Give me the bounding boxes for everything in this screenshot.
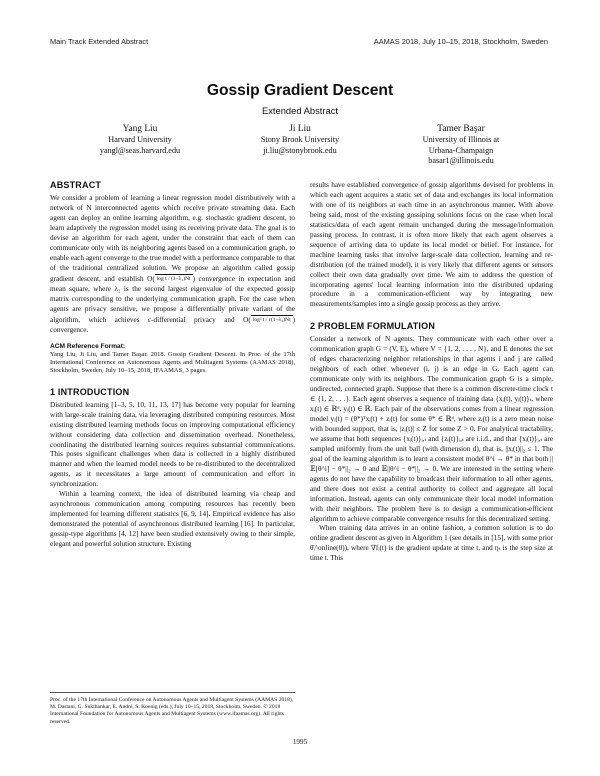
acm-reference-label: ACM Reference Format:	[50, 342, 126, 350]
author-affiliation-2: Urbana-Champaign	[428, 145, 494, 155]
author-affiliation: Harvard University	[108, 135, 172, 145]
author-email: ji.liu@stonybrook.edu	[263, 145, 337, 155]
page-number: 1995	[292, 738, 308, 746]
section-heading-problem-formulation: 2 PROBLEM FORMULATION	[310, 321, 436, 332]
author-block	[75, 124, 205, 156]
section-heading-introduction: 1 INTRODUCTION	[50, 386, 130, 397]
author-name: Yang Liu	[122, 124, 158, 134]
author-name: Ji Liu	[289, 124, 311, 134]
sqrt-expression: log t / (1−λ₂)Nt	[155, 274, 193, 285]
right-column	[310, 181, 553, 564]
paragraph: When training data arrives in an online fashion, a common solution is to do online gradient descent as given in Algorithm 1 (see details in [15], with some prior θ̂ᵢ^online(0)), where ∇fᵢ(t) is the gradient update at time t, and ηₜ is the step size at time t. This	[310, 524, 553, 563]
acm-reference	[50, 343, 295, 376]
paper-subtitle: Extended Abstract	[261, 105, 339, 116]
author-email: basar1@illinois.edu	[428, 156, 494, 166]
abstract-text: We consider a problem of learning a linear regression model distributively with a network of N interconnected agents which receive private streaming data. Each agent can deploy an online learning algorithm, e.g. stochastic gradient descent, to learn adaptively the regression model using its receiving private data. The goal is to devise an algorithm for each agent, under the constraint that each of them can communicate only with its neighboring agents based on a communication graph, to enable each agent converge to the true model with a performance comparable to that of the traditional centralized solution. We propose an algorithm called gossip gradient descent, and establish O( log t / (1−λ₂)Nt ) convergence in expectation and mean square, where λ₂ is the second largest eigenvalue of the expected gossip matrix corresponding to the underlying communication graph. For the case when agents are privacy sensitive, we propose a differentially private variant of the algorithm, which achieves ε-differential privacy and O( log² t / ε(1−λ₂)Nt ) convergence.	[50, 193, 295, 334]
author-affiliation: Stony Brook University	[260, 135, 340, 145]
paper-title: Gossip Gradient Descent	[206, 82, 394, 99]
author-block	[396, 124, 526, 167]
author-name: Tamer Başar	[437, 124, 485, 134]
sqrt-expression: log² t / ε(1−λ₂)Nt	[251, 315, 293, 326]
paragraph: Consider a network of N agents. They communicate with each other over a communication graph G = (V, E), where V = {1, 2, . . . , N}, and E denotes the set of edges characterizing neighbor relationships in that agents i and j are called neighbors of each other whenever (i, j) is an edge in G. Each agent can communicate only with its neighbors. The communication graph G is a simple, undirected, connected graph. Suppose that there is a common discrete-time clock t ∈ {1, 2, . . .}. Each agent observes a sequence of training data {xᵢ(t), yᵢ(t)}ₜ, where xᵢ(t) ∈ ℝᵈ, yᵢ(t) ∈ ℝ. Each pair of the observations comes from a linear regression model yᵢ(t) = (θ*)ᵀxᵢ(t) + zᵢ(t) for some θ* ∈ ℝᵈ, where zᵢ(t) is a zero mean noise with bounded support, that is, |zᵢ(t)| ≤ Z for some Z > 0. For analytical tractability, we assume that both sequences {xᵢ(t)}ᵢ,ₜ and {zᵢ(t)}ᵢ,ₜ are i.i.d., and that {xᵢ(t)}ᵢ,ₜ are sampled uniformly from the unit ball (with dimension d), that is, ||xᵢ(t)||₂ ≤ 1. The goal of the learning algorithm is to learn a consistent model θ^i → θ* in that both ||𝔼[θ^i] − θ*||₂ → 0 and 𝔼||θ^i − θ*||₂ → 0. We are interested in the setting where agents do not have the capability to broadcast their information to all other agents, and there does not exist a central authority to collect and aggregate all local information. Instead, agents can only communicate their local model information with their neighbors. The problem here is to design a communication-efficient algorithm to achieve comparable convergence results for this decentralized setting.	[310, 335, 553, 523]
author-block	[235, 124, 365, 156]
acm-reference-text: Yang Liu, Ji Liu, and Tamer Başar. 2018. Gossip Gradient Descent. In Proc. of the 17th International Conference on Autonomous Agents and Multiagent Systems (AAMAS 2018), Stockholm, Sweden, July 10–15, 2018, IFAAMAS, 3 pages.	[50, 350, 295, 375]
abstract-heading: ABSTRACT	[50, 180, 102, 190]
running-header-left: Main Track Extended Abstract	[50, 37, 149, 46]
paragraph: Distributed learning [1–3, 5, 10, 11, 13, 17] has become very popular for learning with large-scale training data, via leveraging distributed computing resources. Most existing distributed learning methods focus on improving computational efficiency without considering data collection and dissemination overhead. Nonetheless, coordinating the distributed learning sources requires substantial communications. This poses significant challenges when data is collected in a highly distributed manner and when the learned model needs to be re-distributed to the decentralized agents, as it necessitates a large amount of communication and effort in synchronization.	[50, 400, 295, 489]
left-column	[50, 181, 295, 550]
author-email: yangl@seas.harvard.edu	[99, 145, 181, 155]
author-affiliation: University of Illinois at	[422, 135, 500, 145]
running-header-right: AAMAS 2018, July 10–15, 2018, Stockholm, Sweden	[373, 37, 548, 46]
footnote: Proc. of the 17th International Conference on Autonomous Agents and Multiagent Systems (AAMAS 2018), M. Dastani, G. Sukthankar, E. André, S. Koenig (eds.), July 10–15, 2018, Stockholm, Sweden. © 2018 International Foundation for Autonomous Agents and Multiagent Systems (www.ifaamas.org). All rights reserved.	[50, 692, 295, 726]
paragraph: results have established convergence of gossip algorithms devised for problems in which each agent acquires a static set of data and exchanges its local information with one of its neighbors at each time in an asynchronous manner. With above being said, most of the existing gossiping solutions focus on the case when local statistics/data of each agent remain unchanged during the message/information passing process. In contrast, it is often more likely that each agent observes a sequence of arriving data to update its local model or belief. For instance, for machine learning tasks that involve large-scale data collection, learning and re-distribution (of the trained model), it is very likely that different agents or sensors collect their own data gradually over time. We aim to address the question of incorporating agents' local learning information into the distributed updating procedure in a communication-efficient way by integrating new measurements/samples into a single gossip process as they arrive.	[310, 181, 553, 309]
paragraph: Within a learning context, the idea of distributed learning via cheap and asynchronous communication among computing resources has recently been implemented for learning different statistics [6, 9, 14]. Empirical evidence has also demonstrated the potential of asynchronous distributed learning [16]. In particular, gossip-type algorithms [4, 12] have been studied extensively owing to their simple, elegant and powerful solution structure. Existing	[50, 490, 295, 549]
